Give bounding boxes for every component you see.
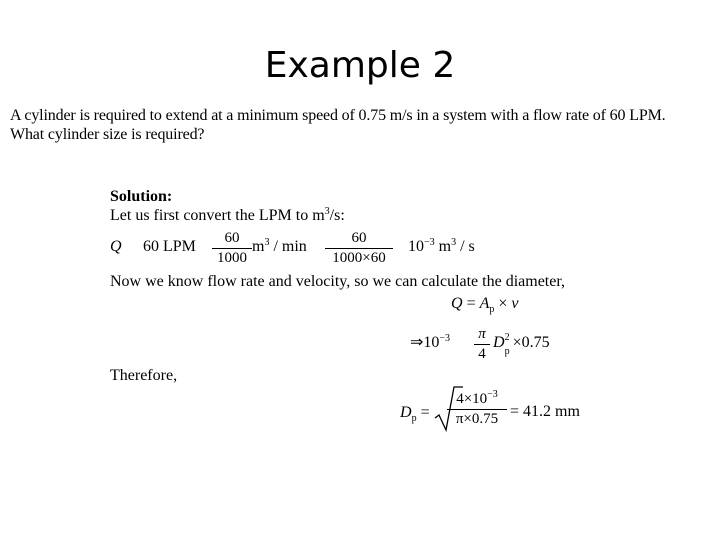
eq4-fraction <box>447 391 507 428</box>
eq1-unit-1-sup: 3 <box>264 237 270 248</box>
eq1-fraction-1-den: 1000 <box>217 250 247 266</box>
eq2-eq: = <box>462 295 480 312</box>
solution-explain: Now we know flow rate and velocity, so we can calculate the diameter, <box>110 273 566 290</box>
eq1-fraction-2-den: 1000×60 <box>332 250 386 266</box>
eq1-fraction-2-num: 60 <box>325 230 393 249</box>
eq3-d: D <box>493 334 505 351</box>
solution-heading: Solution: <box>110 188 173 205</box>
eq2-v: v <box>511 295 519 312</box>
eq1-unit-1 <box>252 238 307 256</box>
eq4-den: π×0.75 <box>455 411 499 427</box>
eq3-tail: ×0.75 <box>512 334 550 351</box>
eq1-fraction-1 <box>212 230 252 267</box>
eq3-four: 4 <box>478 346 486 362</box>
problem-statement <box>10 106 716 144</box>
slide-title: Example 2 <box>264 45 456 86</box>
eq4-result: = 41.2 mm <box>510 403 580 420</box>
eq4-num-base: 4×10 <box>456 391 488 407</box>
eq3-lhs <box>410 334 450 352</box>
eq2-times: × <box>494 295 512 312</box>
solution-intro <box>110 207 345 225</box>
eq3-val: 10 <box>423 334 440 351</box>
eq1-result-unit-tail: / s <box>456 238 475 255</box>
solution-intro-text: Let us first convert the LPM to m <box>110 207 325 224</box>
eq3-implies: ⇒ <box>410 334 424 351</box>
eq1-unit-1-tail: / min <box>269 238 307 255</box>
eq2-a-sub: p <box>489 304 495 315</box>
eq1-fraction-2 <box>325 230 393 267</box>
eq1-result <box>408 238 475 256</box>
eq4-lhs <box>400 404 430 422</box>
eq2-lhs: Q <box>451 295 463 312</box>
equation-flow-rate <box>451 295 519 313</box>
eq1-result-exp: −3 <box>424 237 435 248</box>
eq3-rhs <box>493 332 550 357</box>
eq4-num <box>447 391 507 410</box>
eq3-pi: π <box>474 326 490 345</box>
solution-intro-sup: 3 <box>324 206 330 217</box>
eq1-lpm: 60 LPM <box>143 238 196 255</box>
eq4-num-exp: −3 <box>487 389 498 400</box>
eq1-q: Q <box>110 238 122 255</box>
eq4-d-sub: p <box>411 413 417 424</box>
eq4-d: D <box>400 404 412 421</box>
problem-line-1: A cylinder is required to extend at a minimum speed of 0.75 m/s in a system with a flow rate of 60 LPM. <box>10 107 666 124</box>
eq3-fraction <box>474 326 490 363</box>
eq1-result-unit-sup: 3 <box>451 237 457 248</box>
eq3-d-sub: p <box>504 346 510 357</box>
eq1-fraction-1-num: 60 <box>212 230 252 249</box>
eq2-a: A <box>479 295 490 312</box>
eq1-unit-1-base: m <box>252 238 265 255</box>
eq4-eq: = <box>416 404 430 421</box>
solution-therefore: Therefore, <box>110 367 178 384</box>
eq3-val-exp: −3 <box>439 333 451 344</box>
eq3-d-sup: 2 <box>504 332 510 343</box>
solution-intro-tail: /s: <box>329 207 345 224</box>
eq1-result-base: 10 <box>408 238 424 255</box>
problem-line-2: What cylinder size is required? <box>10 126 205 143</box>
eq1-result-unit: m <box>434 238 452 255</box>
